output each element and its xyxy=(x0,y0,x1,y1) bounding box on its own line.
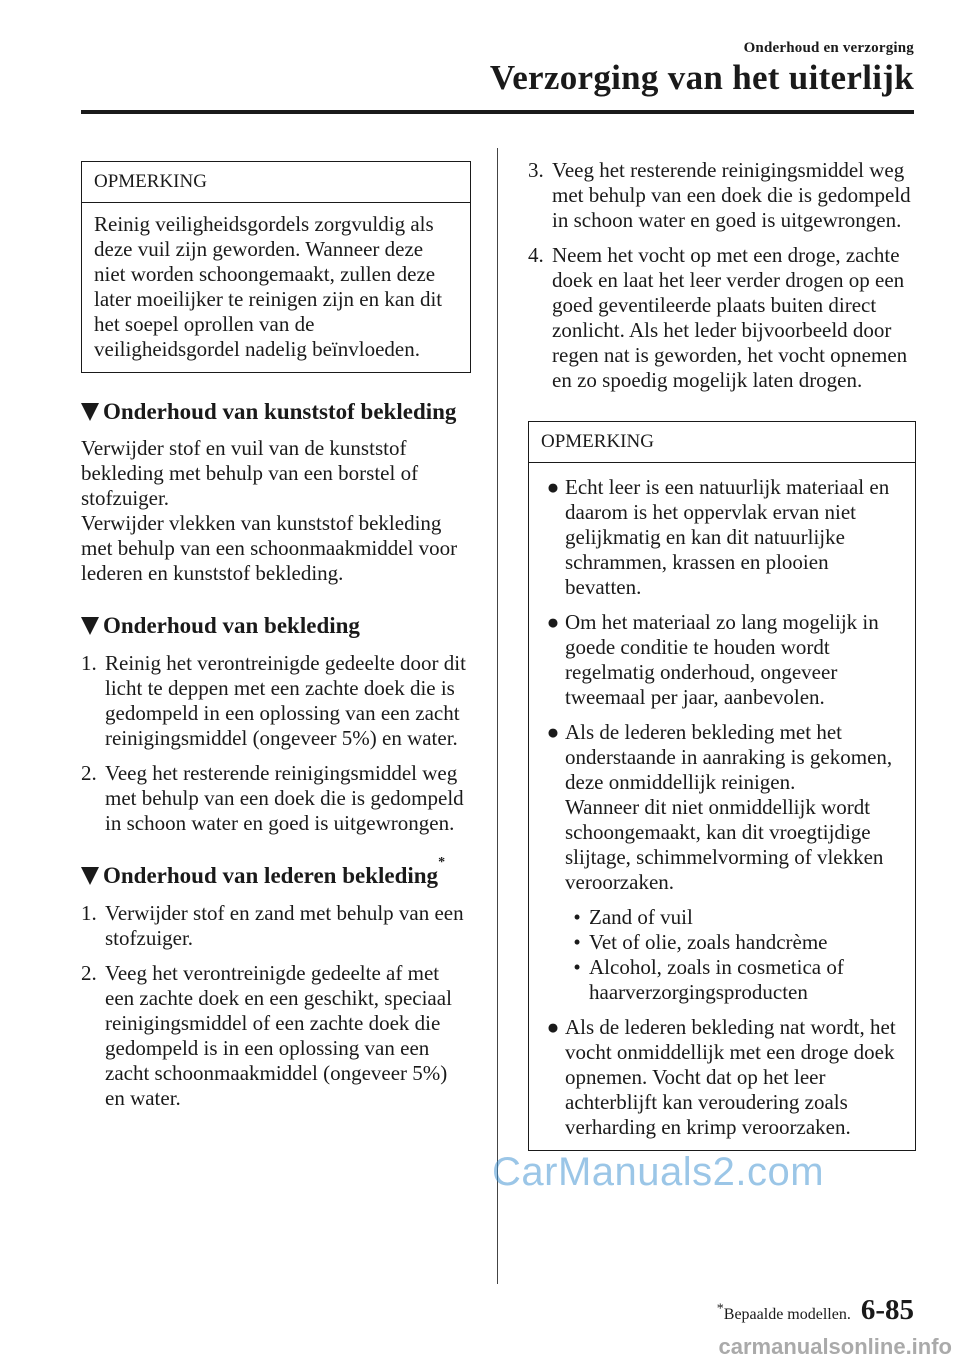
sub-bullet-item xyxy=(541,955,903,1005)
step-number: 4. xyxy=(528,243,544,267)
bullet-dot-icon: ● xyxy=(546,1015,560,1039)
triangle-bullet-icon xyxy=(81,617,99,635)
footer xyxy=(717,1294,914,1327)
footer-note-text: Bepaalde modellen. xyxy=(723,1306,851,1323)
asterisk-icon: * xyxy=(716,1301,724,1317)
step-text: Neem het vocht op met een droge, zachte doek en laat het leer verder drogen op een goed geventileerde plaats buiten direct zonlicht. Als het leder bijvoorbeeld door regen nat is geworden, het vocht opnemen en zo spoedig mogelijk laten drogen. xyxy=(552,243,908,392)
step-text: Verwijder stof en zand met behulp van een stofzuiger. xyxy=(105,901,464,950)
heading-text: Onderhoud van lederen bekleding xyxy=(103,863,439,888)
step-number: 2. xyxy=(81,961,97,985)
step-item xyxy=(81,961,471,1111)
watermark-site: carmanualsonline.info xyxy=(718,1334,952,1359)
step-text: Veeg het resterende reinigingsmiddel weg met behulp van een doek die is gedompeld in schoon water en goed is uitgewrongen. xyxy=(552,158,911,232)
sub-bullet-dot-icon: • xyxy=(573,930,581,954)
sub-bullet-text: Alcohol, zoals in cosmetica of haarverzorgingsproducten xyxy=(589,955,844,1004)
step-number: 3. xyxy=(528,158,544,182)
note-title: OPMERKING xyxy=(529,422,915,463)
note-box-leather xyxy=(528,421,916,1151)
sub-bullet-item xyxy=(541,905,903,930)
sub-bullet-text: Zand of vuil xyxy=(589,905,693,929)
bullet-text: Echt leer is een natuurlijk materiaal en daarom is het oppervlak ervan niet gelijkmatig en kan dit natuurlijke schrammen, krassen en plooien bevatten. xyxy=(565,475,890,599)
bullet-item xyxy=(541,610,903,710)
page-title: Verzorging van het uiterlijk xyxy=(489,58,914,97)
bullet-text: Om het materiaal zo lang mogelijk in goede conditie te houden wordt regelmatig onderhoud, ongeveer tweemaal per jaar, aanbevolen. xyxy=(565,610,879,709)
step-item xyxy=(81,651,471,751)
triangle-bullet-icon xyxy=(81,403,99,421)
left-column xyxy=(81,161,471,1111)
step-item xyxy=(528,158,916,233)
page-number: 6-85 xyxy=(860,1294,914,1326)
right-column xyxy=(528,158,916,1151)
note-body: Reinig veiligheidsgordels zorgvuldig als deze vuil zijn geworden. Wanneer deze niet worden schoongemaakt, zullen deze later moeilijker te reinigen zijn en kan dit het soepel oprollen van de veiligheidsgordel nadelig beïnvloeden. xyxy=(94,212,443,361)
bullet-text-line: Als de lederen bekleding met het onderstaande in aanraking is gekomen, deze onmiddellijk reinigen. xyxy=(565,720,893,794)
bullet-item xyxy=(541,720,903,895)
heading-text: Onderhoud van bekleding xyxy=(103,613,360,638)
heading-text: Onderhoud van kunststof bekleding xyxy=(103,399,457,424)
sub-bullet-dot-icon: • xyxy=(573,905,581,929)
step-number: 2. xyxy=(81,761,97,785)
step-text: Veeg het resterende reinigingsmiddel weg met behulp van een doek die is gedompeld in schoon water en goed is uitgewrongen. xyxy=(105,761,464,835)
sub-bullet-dot-icon: • xyxy=(573,955,581,979)
bullet-dot-icon: ● xyxy=(546,610,560,634)
step-text: Veeg het verontreinigde gedeelte af met een zachte doek en een geschikt, speciaal reinigingsmiddel of een zachte doek die gedompeld is in een oplossing van een zacht schoonmaakmiddel (ongeveer 5%) en water. xyxy=(105,961,452,1110)
paragraph: Verwijder vlekken van kunststof bekleding met behulp van een schoonmaakmiddel voor lederen en kunststof bekleding. xyxy=(81,511,458,585)
bullet-dot-icon: ● xyxy=(546,720,560,744)
step-item xyxy=(81,901,471,951)
heading-leather: Onderhoud van lederen bekleding * xyxy=(81,863,471,888)
note-body xyxy=(529,463,915,1150)
sub-bullet-text: Vet of olie, zoals handcrème xyxy=(589,930,828,954)
heading-plastic-trim xyxy=(81,399,471,424)
bullet-item xyxy=(541,475,903,600)
step-number: 1. xyxy=(81,651,97,675)
bullet-text: Als de lederen bekleding nat wordt, het vocht onmiddellijk met een droge doek opnemen. Vocht dat op het leer achterblijft kan veroudering zoals verharding en krimp veroorzaken. xyxy=(565,1015,896,1139)
header-section-label: Onderhoud en verzorging xyxy=(743,40,914,56)
triangle-bullet-icon xyxy=(81,867,99,885)
bullet-dot-icon: ● xyxy=(546,475,560,499)
header-rule xyxy=(81,110,914,114)
step-text: Reinig het verontreinigde gedeelte door dit licht te deppen met een zachte doek die is gedompeld in een oplossing van een zacht reinigingsmiddel (ongeveer 5%) en water. xyxy=(105,651,466,750)
step-item xyxy=(81,761,471,836)
bullet-item xyxy=(541,1015,903,1140)
step-item xyxy=(528,243,916,393)
step-number: 1. xyxy=(81,901,97,925)
heading-upholstery xyxy=(81,613,471,638)
column-divider xyxy=(497,148,498,1284)
note-box-seatbelts xyxy=(81,161,471,373)
paragraph: Verwijder stof en vuil van de kunststof bekleding met behulp van een borstel of stofzuiger. xyxy=(81,436,419,510)
bullet-text-line: Wanneer dit niet onmiddellijk wordt schoongemaakt, kan dit vroegtijdige slijtage, schimmelvorming of vlekken veroorzaken. xyxy=(565,795,884,894)
sub-bullet-item xyxy=(541,930,903,955)
footer-note xyxy=(716,1301,851,1324)
bullet-text xyxy=(565,720,903,895)
note-title: OPMERKING xyxy=(82,162,470,203)
watermark-brand: CarManuals2.com xyxy=(492,1150,825,1194)
